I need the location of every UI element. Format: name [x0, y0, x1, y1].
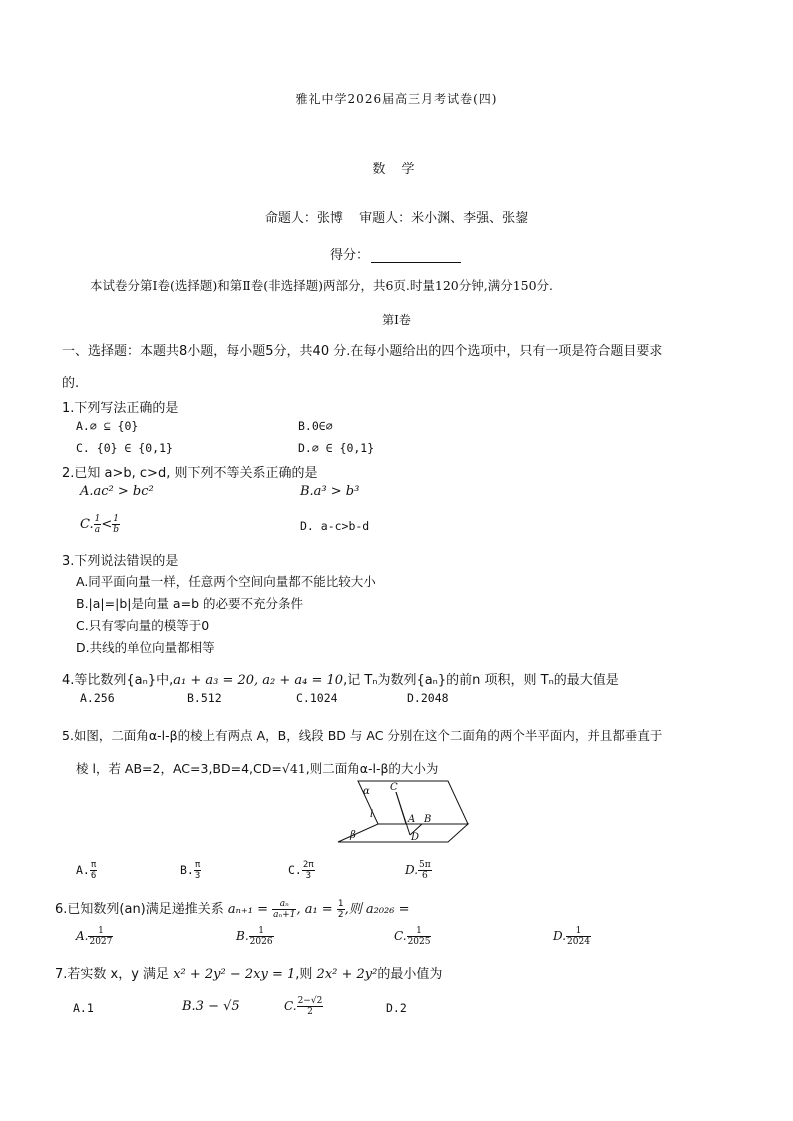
q5-option-a: A. $\frac{\pi}{6}$: [76, 860, 97, 881]
label-beta: β: [350, 830, 356, 841]
q4-stem: [62, 669, 619, 688]
q6-stem-pre: 6.已知数列(an)满足递推关系: [55, 902, 224, 917]
q5-option-d: D. $\frac{5\pi}{6}$: [405, 860, 431, 881]
q3-stem: 3.下列说法错误的是: [62, 554, 179, 569]
q2-stem: 2.已知 a>b, c>d, 则下列不等关系正确的是: [62, 466, 318, 481]
q1-option-b: B.0∈∅: [298, 419, 333, 433]
q4-option-d: D.2048: [407, 691, 449, 705]
score-field: [330, 244, 461, 263]
q6-option-b: B. $\frac{1}{2026}$: [236, 926, 273, 947]
q6-rec-lhs: aₙ₊₁ =: [227, 902, 269, 917]
q1-option-c: C. {0} ∈ {0,1}: [76, 441, 173, 455]
q2-option-d: D. a-c>b-d: [300, 519, 370, 533]
q5-option-c: C. $\frac{2\pi}{3}$: [288, 860, 314, 881]
label-c: C: [390, 782, 398, 793]
q5-stem-line2: [76, 759, 438, 777]
score-blank: [371, 250, 461, 263]
q6-ask: ,则 a₂₀₂₆ =: [344, 902, 410, 917]
label-a: A: [408, 814, 416, 825]
plane-beta: [338, 824, 468, 842]
q7-stem-math2: 2x² + 2y²: [316, 967, 378, 982]
dihedral-angle-figure: [330, 776, 480, 846]
exam-intro: 本试卷分第Ⅰ卷(选择题)和第Ⅱ卷(非选择题)两部分，共6页.时量120分钟,满分150分.: [90, 278, 554, 293]
q6-option-a: A. $\frac{1}{2027}$: [76, 926, 113, 947]
subject-title: 数 学: [372, 162, 421, 177]
q6-option-d: D. $\frac{1}{2024}$: [553, 926, 590, 947]
q4-option-c: C.1024: [296, 691, 338, 705]
q5-sqrt41: √41: [281, 761, 306, 776]
q7-stem-math1: x² + 2y² − 2xy = 1: [173, 967, 296, 982]
q5-stem-line1: 5.如图，二面角α-l-β的棱上有两点 A，B，线段 BD 与 AC 分别在这个二面角的两个半平面内，并且都垂直于: [62, 728, 663, 743]
author: 命题人：张博: [264, 211, 343, 226]
q2-option-c: [80, 514, 120, 535]
label-alpha: α: [363, 786, 370, 797]
q7-stem: [55, 963, 442, 982]
q6-init-frac: $\frac{1}{2}$: [337, 899, 344, 920]
q1-stem: 1.下列写法正确的是: [62, 401, 179, 416]
q7-stem-mid: ,则: [295, 967, 313, 982]
reviewer: 审题人：米小渊、李强、张鋆: [359, 211, 529, 226]
q4-stem-math: a₁ + a₃ = 20, a₂ + a₄ = 10: [173, 673, 344, 688]
q5-line2-pre: 棱 l，若 AB=2，AC=3,BD=4,CD=: [76, 761, 282, 776]
q4-option-b: B.512: [187, 691, 222, 705]
q4-stem-post: ,记 Tₙ为数列{aₙ}的前n 项积，则 Tₙ的最大值是: [343, 673, 619, 688]
q2-c-rel: <: [101, 517, 113, 532]
q7-stem-pre: 7.若实数 x，y 满足: [55, 967, 170, 982]
section1-instructions: 一、选择题：本题共8小题，每小题5分，共40 分.在每小题给出的四个选项中，只有一项是符合题目要求: [62, 344, 663, 359]
q6-rec-frac: $\frac{\text{aₙ}}{\text{aₙ+1}}$: [273, 899, 296, 920]
q6-stem: [55, 898, 409, 920]
q5-line2-post: ,则二面角α-l-β的大小为: [305, 761, 439, 776]
q3-option-a: A.同平面向量一样，任意两个空间向量都不能比较大小: [76, 574, 376, 589]
q3-option-c: C.只有零向量的模等于0: [76, 618, 210, 633]
q4-option-a: A.256: [80, 691, 115, 705]
q7-option-a: A.1: [73, 1001, 94, 1015]
q2-c-prefix: C.: [80, 517, 94, 532]
q7-option-b: B.3 − √5: [182, 999, 240, 1014]
q2-c-frac2: $\frac{1}{b}$: [113, 514, 120, 535]
q2-c-frac1: $\frac{1}{a}$: [94, 514, 101, 535]
q7-stem-post: 的最小值为: [377, 967, 443, 982]
school-title: 雅礼中学2026届高三月考试卷(四): [295, 92, 498, 106]
q3-option-b: B.|a|=|b|是向量 a=b 的必要不充分条件: [76, 596, 303, 611]
q3-option-d: D.共线的单位向量都相等: [76, 640, 215, 655]
q7-option-d: D.2: [386, 1001, 407, 1015]
q1-option-a: A.∅ ⊆ {0}: [76, 419, 139, 433]
q7-option-c: C. $\frac{2-√2}{2}$: [284, 996, 323, 1017]
q6-option-c: C. $\frac{1}{2025}$: [394, 926, 431, 947]
q5-option-b: B. $\frac{\pi}{3}$: [180, 860, 201, 881]
q2-option-b: B.a³ > b³: [300, 484, 360, 499]
section1-instructions-cont: 的.: [62, 376, 80, 391]
label-l: l: [370, 809, 374, 820]
volume-title: 第Ⅰ卷: [382, 313, 411, 327]
q6-init: , a₁ =: [296, 902, 333, 917]
authors-line: [0, 207, 793, 226]
score-label: 得分：: [330, 248, 370, 263]
label-d: D: [411, 832, 420, 843]
q4-stem-pre: 4.等比数列{aₙ}中,: [62, 673, 174, 688]
label-b: B: [424, 814, 432, 825]
q2-option-a: A.ac² > bc²: [80, 484, 154, 499]
q1-option-d: D.∅ ∈ {0,1}: [298, 441, 375, 455]
